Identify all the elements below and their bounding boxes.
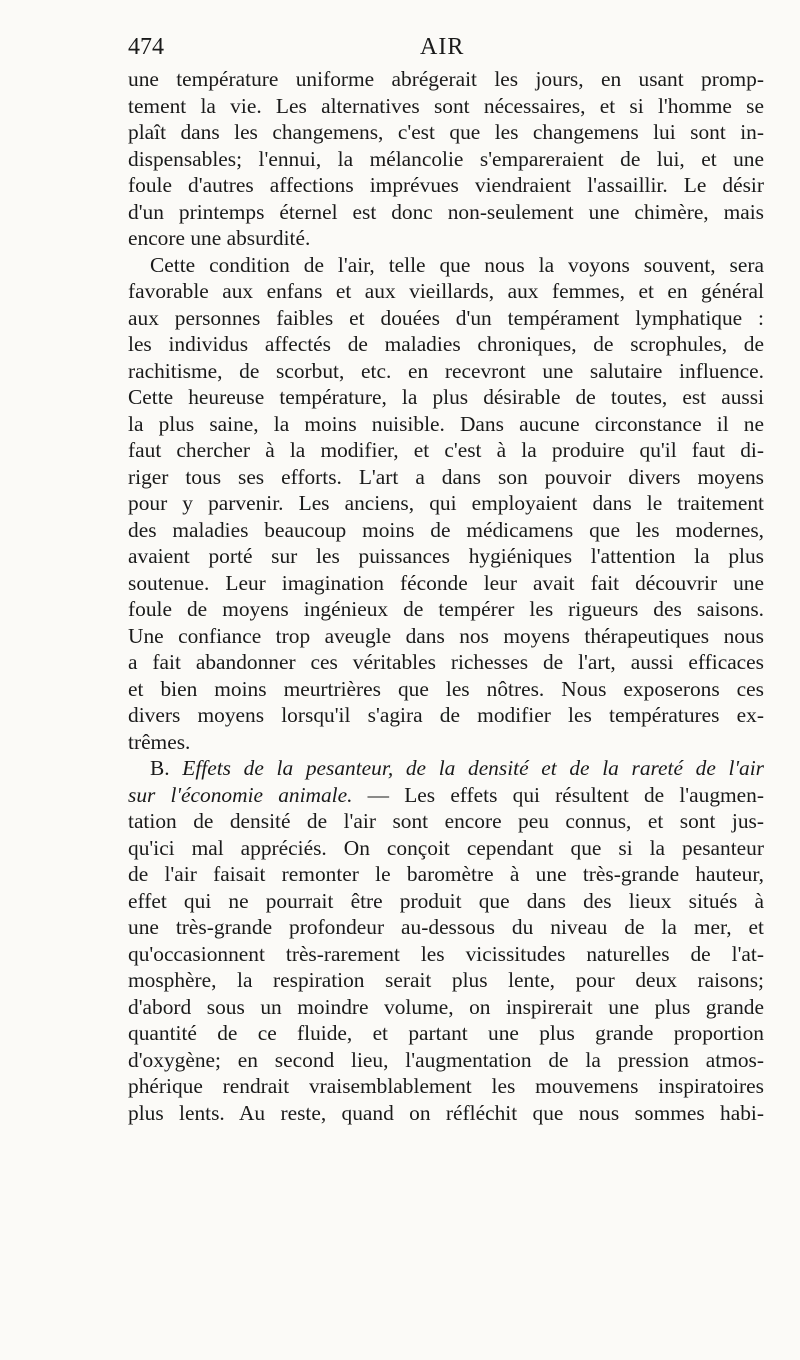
text-line: favorable aux enfans et aux vieillards, aux femmes, et en général bbox=[128, 279, 764, 303]
section-b-label: B. bbox=[150, 756, 170, 780]
text-line: effet qui ne pourrait être produit que dans des lieux situés à bbox=[128, 888, 764, 913]
page-number: 474 bbox=[128, 34, 164, 60]
text-line: foule de moyens ingénieux de tempérer les rigueurs des saisons. bbox=[128, 597, 764, 621]
section-b-heading-cont bbox=[128, 782, 764, 809]
text-line: divers moyens lorsqu'il s'agira de modifier les températures ex- bbox=[128, 703, 764, 727]
text-line: phérique rendrait vraisemblablement les mouvemens inspiratoires bbox=[128, 1074, 764, 1098]
section-b-title-part-2: sur l'économie animale. bbox=[128, 782, 353, 807]
text-line: d'un printemps éternel est donc non-seulement une chimère, mais bbox=[128, 199, 764, 224]
text-line: a fait abandonner ces véritables richesses de l'art, aussi efficaces bbox=[128, 650, 764, 674]
text-line: rachitisme, de scorbut, etc. en recevront une salutaire influence. bbox=[128, 358, 764, 383]
text-line: Cette heureuse température, la plus désirable de toutes, est aussi bbox=[128, 385, 764, 409]
section-b-title-rest: — Les effets qui résultent de l'augmen- bbox=[352, 782, 764, 807]
text-line: plaît dans les changemens, c'est que les changemens lui sont in- bbox=[128, 120, 764, 144]
text-line: et bien moins meurtrières que les nôtres. Nous exposerons ces bbox=[128, 676, 764, 701]
running-head: AIR bbox=[420, 34, 465, 60]
text-line: foule d'autres affections imprévues viendraient l'assaillir. Le désir bbox=[128, 173, 764, 197]
text-line: de l'air faisait remonter le baromètre à une très-grande hauteur, bbox=[128, 862, 764, 886]
text-line: d'oxygène; en second lieu, l'augmentation de la pression atmos- bbox=[128, 1047, 764, 1072]
text-line: qu'occasionnent très-rarement les vicissitudes naturelles de l'at- bbox=[128, 941, 764, 966]
text-line: tation de densité de l'air sont encore peu connus, et sont jus- bbox=[128, 809, 764, 833]
text-line: trêmes. bbox=[128, 729, 191, 754]
page-header bbox=[128, 30, 768, 66]
body-text bbox=[128, 66, 764, 1126]
text-line: les individus affectés de maladies chroniques, de scrophules, de bbox=[128, 332, 764, 356]
text-line: Cette condition de l'air, telle que nous la voyons souvent, sera bbox=[150, 252, 764, 277]
text-line: pour y parvenir. Les anciens, qui employaient dans le traitement bbox=[128, 491, 764, 515]
text-line: d'abord sous un moindre volume, on inspirerait une plus grande bbox=[128, 994, 764, 1019]
text-line: riger tous ses efforts. L'art a dans son pouvoir divers moyens bbox=[128, 464, 764, 489]
section-b-heading bbox=[128, 755, 764, 782]
text-line: aux personnes faibles et douées d'un tempérament lymphatique : bbox=[128, 305, 764, 330]
text-line: soutenue. Leur imagination féconde leur avait fait découvrir une bbox=[128, 570, 764, 595]
text-line: qu'ici mal appréciés. On conçoit cependant que si la pesanteur bbox=[128, 835, 764, 860]
text-line: encore une absurdité. bbox=[128, 226, 311, 250]
text-line: avaient porté sur les puissances hygiéniques l'attention la plus bbox=[128, 544, 764, 568]
text-line: faut chercher à la modifier, et c'est à la produire qu'il faut di- bbox=[128, 438, 764, 462]
text-line: tement la vie. Les alternatives sont nécessaires, et si l'homme se bbox=[128, 93, 764, 118]
text-line: dispensables; l'ennui, la mélancolie s'empareraient de lui, et une bbox=[128, 146, 764, 171]
text-line: quantité de ce fluide, et partant une plus grande proportion bbox=[128, 1021, 764, 1045]
text-line: la plus saine, la moins nuisible. Dans aucune circonstance il ne bbox=[128, 411, 764, 436]
text-line: plus lents. Au reste, quand on réfléchit que nous sommes habi- bbox=[128, 1100, 764, 1125]
text-line: mosphère, la respiration serait plus lente, pour deux raisons; bbox=[128, 968, 764, 992]
text-line: Une confiance trop aveugle dans nos moyens thérapeutiques nous bbox=[128, 623, 764, 648]
section-b-title-part-1: Effets de la pesanteur, de la densité et de la rareté de l'air bbox=[182, 756, 764, 780]
text-line: une température uniforme abrégerait les jours, en usant promp- bbox=[128, 67, 764, 91]
text-line: des maladies beaucoup moins de médicamens que les modernes, bbox=[128, 517, 764, 542]
text-line: une très-grande profondeur au-dessous du niveau de la mer, et bbox=[128, 915, 764, 939]
